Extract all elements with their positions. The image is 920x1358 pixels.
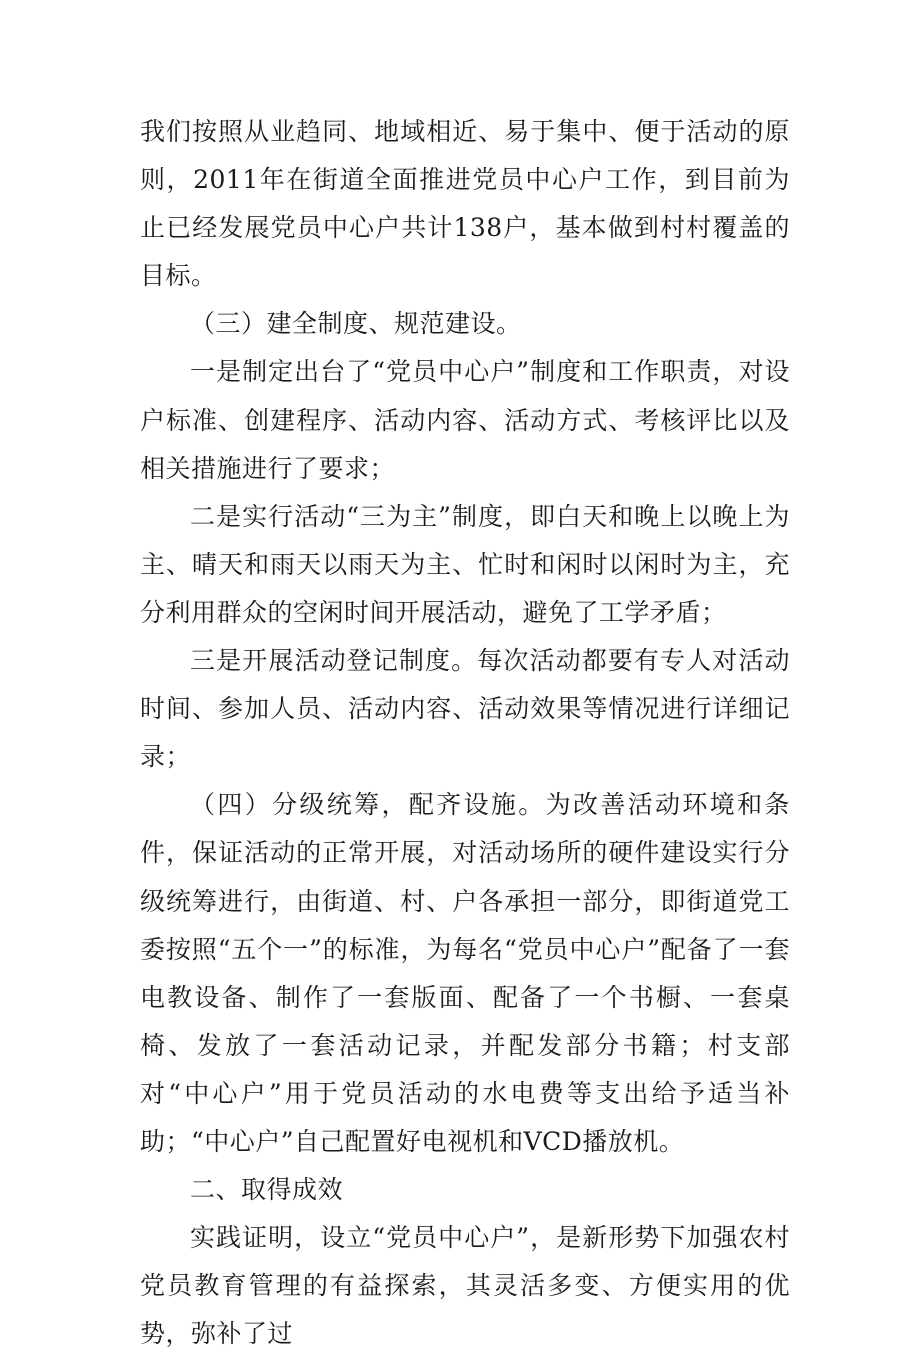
section-heading-results: 二、取得成效 [190,1175,344,1205]
paragraph-6: （四）分级统筹，配齐设施。为改善活动环境和条件，保证活动的正常开展，对活动场所的硬件建设实行分级统筹进行，由街道、村、户各承担一部分，即街道党工委按照“五个一”的标准，为每名“党员中心户”配备了一套电教设备、制作了一套版面、配备了一个书橱、一套桌椅、发放了一套活动记录，并配发部分书籍；村支部对“中心户”用于党员活动的水电费等支出给予适当补助；“中心户”自己配置好电视机和VCD播放机。 [140,790,790,1156]
paragraph-5: 三是开展活动登记制度。每次活动都要有专人对活动时间、参加人员、活动内容、活动效果等情况进行详细记录； [140,646,790,772]
document-body [140,108,790,1358]
paragraph-8: 实践证明，设立“党员中心户”，是新形势下加强农村党员教育管理的有益探索，其灵活多变、方便实用的优势，弥补了过 [140,1223,790,1349]
paragraph-3: 一是制定出台了“党员中心户”制度和工作职责，对设户标准、创建程序、活动内容、活动方式、考核评比以及相关措施进行了要求； [140,357,790,483]
paragraph-4: 二是实行活动“三为主”制度，即白天和晚上以晚上为主、晴天和雨天以雨天为主、忙时和闲时以闲时为主，充分利用群众的空闲时间开展活动，避免了工学矛盾； [140,501,790,627]
section-heading-3: （三）建全制度、规范建设。 [190,309,522,339]
paragraph-1: 我们按照从业趋同、地域相近、易于集中、便于活动的原则，2011年在街道全面推进党员中心户工作，到目前为止已经发展党员中心户共计138户，基本做到村村覆盖的目标。 [140,117,790,291]
